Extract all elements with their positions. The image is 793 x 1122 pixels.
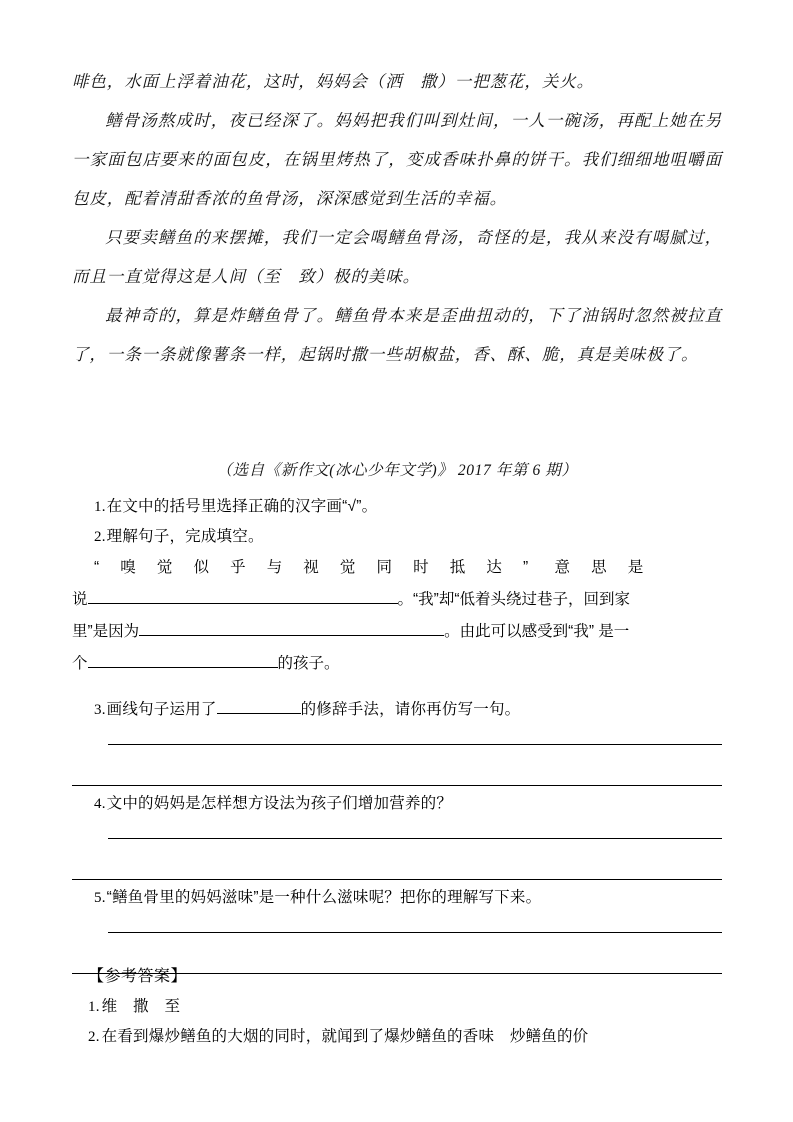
answer-blank-1[interactable]	[88, 586, 398, 604]
question-2-text: 理解句子，完成填空。	[106, 528, 264, 545]
fill-mid3-text: 。由此可以感受到“我” 是一	[444, 623, 630, 640]
questions-section	[72, 492, 724, 680]
question-4	[94, 790, 452, 818]
question-4-number: 4.	[94, 796, 106, 812]
answer-key-item-2	[88, 1022, 748, 1052]
question-1-number: 1.	[94, 499, 106, 515]
answer-blank-3[interactable]	[88, 650, 278, 668]
answer-blank-2[interactable]	[139, 618, 444, 636]
question-2-fill-row-3	[72, 648, 724, 680]
question-3-number: 3.	[94, 702, 106, 718]
answer-key-item-2-text: 在看到爆炒鳝鱼的大烟的同时，就闻到了爆炒鳝鱼的香味 炒鳝鱼的价	[101, 1028, 589, 1045]
answer-rule-q3-line-2[interactable]	[72, 785, 722, 786]
answer-rule-q3-line-1[interactable]	[108, 744, 722, 745]
answer-key-item-1	[88, 992, 748, 1022]
fill-mid4-text: 个	[72, 655, 88, 672]
answer-rule-q5-line-1[interactable]	[108, 932, 722, 933]
answer-rule-q4-line-2[interactable]	[72, 879, 722, 880]
answer-blank-4[interactable]	[217, 696, 301, 714]
question-2-quote-line	[72, 552, 724, 584]
question-3-text-after: 的修辞手法，请你再仿写一句。	[300, 701, 521, 718]
question-2-number: 2.	[94, 529, 106, 545]
question-5-number: 5.	[94, 890, 106, 906]
reading-passage	[72, 62, 722, 374]
passage-paragraph-3: 只要卖鳝鱼的来摆摊，我们一定会喝鳝鱼骨汤，奇怪的是，我从来没有喝腻过，而且一直觉得这是人间（至 致）极的美味。	[72, 228, 722, 286]
passage-paragraph-2: 鳝骨汤熬成时，夜已经深了。妈妈把我们叫到灶间，一人一碗汤，再配上她在另一家面包店要来的面包皮，在锅里烤热了，变成香味扑鼻的饼干。我们细细地咀嚼面包皮，配着清甜香浓的鱼骨汤，深深感觉到生活的幸福。	[72, 111, 722, 208]
question-1	[72, 492, 724, 522]
answer-key-item-2-number: 2.	[88, 1029, 100, 1045]
question-5-text: “鳝鱼骨里的妈妈滋味”是一种什么滋味呢？把你的理解写下来。	[106, 889, 542, 906]
question-5	[94, 884, 541, 912]
fill-mid2-text: 里”是因为	[72, 623, 140, 640]
fill-mid1-text: 。“我”却“低着头绕过巷子，回到家	[397, 591, 631, 608]
answer-rule-q4-line-1[interactable]	[108, 838, 722, 839]
question-2-fill-row-2	[72, 616, 724, 648]
answer-key-title: 【参考答案】	[88, 968, 188, 985]
question-3-text-before: 画线句子运用了	[106, 701, 217, 718]
question-2-quote-tail: 意 思 是	[554, 559, 652, 576]
passage-paragraph-4: 最神奇的，算是炸鳝鱼骨了。鳝鱼骨本来是歪曲扭动的，下了油锅时忽然被拉直了，一条一条就像薯条一样，起锅时撒一些胡椒盐，香、酥、脆，真是美味极了。	[72, 306, 722, 364]
question-1-text: 在文中的括号里选择正确的汉字画“√”。	[106, 498, 378, 515]
question-2-fill-row-1	[72, 584, 724, 616]
fill-tail-text: 的孩子。	[277, 655, 340, 672]
question-3	[94, 696, 520, 724]
passage-paragraph-1: 啡色，水面上浮着油花，这时，妈妈会（洒 撒）一把葱花，关火。	[72, 72, 594, 91]
passage-source-citation: （选自《新作文(冰心少年文学)》 2017 年第 6 期）	[216, 462, 578, 479]
question-2-quote: “ 嗅 觉 似 乎 与 视 觉 同 时 抵 达 ”	[94, 559, 537, 576]
answer-key-section	[88, 962, 748, 1052]
answer-key-item-1-number: 1.	[88, 999, 100, 1015]
answer-key-item-1-text: 维 撒 至	[101, 998, 181, 1015]
fill-lead-text: 说	[72, 591, 88, 608]
question-4-text: 文中的妈妈是怎样想方设法为孩子们增加营养的？	[106, 795, 453, 812]
question-2	[72, 522, 724, 552]
